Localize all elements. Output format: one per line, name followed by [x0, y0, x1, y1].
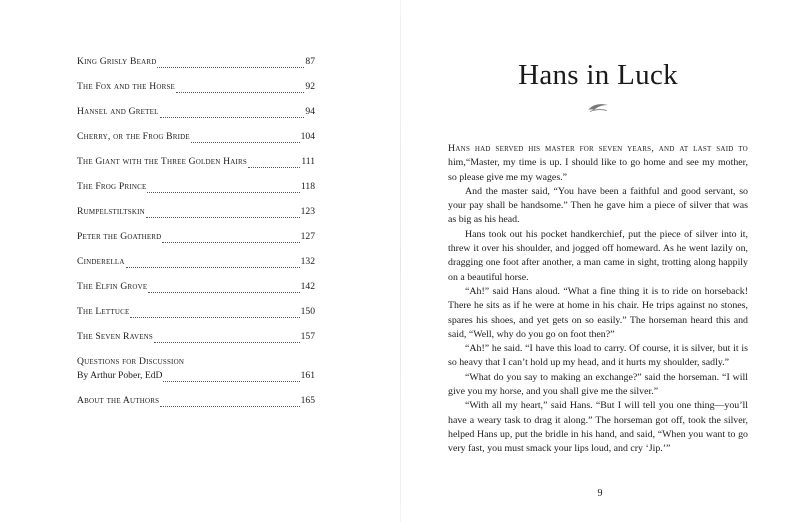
toc-entry-title: About the Authors — [77, 395, 160, 406]
toc-entry[interactable] — [77, 181, 315, 193]
chapter-body — [448, 142, 748, 457]
toc-entry-title: Questions for Discussion — [77, 356, 185, 367]
toc-leader-dots — [248, 159, 300, 168]
toc-entry-title: The Frog Prince — [77, 181, 147, 192]
toc-entry-page: 127 — [300, 231, 315, 242]
paragraph: “With all my heart,” said Hans. “But I will tell you one thing—you’ll have a weary task to drag it along.” The horseman got off, took the silver, helped Hans up, put the bridle in his hand, and said, “When you want to go very fast, you must smack your lips loud, and cry ‘Jip.’” — [448, 400, 748, 455]
toc-entry[interactable] — [77, 306, 315, 318]
toc-entry-page: 104 — [300, 131, 315, 142]
fleuron-icon — [587, 101, 609, 113]
toc-entry-subtitle: By Arthur Pober, EdD — [77, 370, 163, 381]
toc-entry[interactable] — [77, 156, 315, 168]
toc-entry[interactable] — [77, 56, 315, 68]
toc-leader-dots — [163, 373, 299, 382]
toc-entry-title: The Lettuce — [77, 306, 130, 317]
toc-entry[interactable] — [77, 356, 315, 382]
toc-entry[interactable] — [77, 231, 315, 243]
toc-entry-title: The Fox and the Horse — [77, 81, 176, 92]
toc-entry-title: Cherry, or the Frog Bride — [77, 131, 190, 142]
toc-entry-page: 165 — [300, 395, 315, 406]
toc-entry-title: The Seven Ravens — [77, 331, 154, 342]
toc-entry-title: Cinderella — [77, 256, 125, 267]
toc-entry[interactable] — [77, 206, 315, 218]
toc-leader-dots — [160, 109, 305, 118]
toc-entry-page: 161 — [300, 370, 315, 381]
toc-leader-dots — [157, 59, 304, 68]
toc-leader-dots — [146, 209, 300, 218]
table-of-contents — [77, 56, 315, 420]
toc-entry-page: 118 — [300, 181, 315, 192]
toc-entry-title: The Giant with the Three Golden Hairs — [77, 156, 247, 167]
toc-entry-title: Hansel and Gretel — [77, 106, 159, 117]
paragraph-text: him,“Master, my time is up. I should like to go home and see my mother, so please give me my wages.” — [448, 157, 748, 183]
paragraph — [448, 142, 748, 185]
toc-entry-page: 111 — [301, 156, 315, 167]
toc-leader-dots — [176, 84, 304, 93]
toc-entry[interactable] — [77, 395, 315, 407]
toc-entry-page: 157 — [300, 331, 315, 342]
paragraph: “Ah!” he said. “I have this load to carry. Of course, it is silver, but it is so heavy that I can’t hold up my head, and it hurts my shoulder, sadly.” — [448, 343, 748, 369]
toc-leader-dots — [162, 234, 299, 243]
toc-entry-page: 87 — [305, 56, 315, 67]
toc-entry-page: 123 — [300, 206, 315, 217]
toc-entry-page: 92 — [305, 81, 315, 92]
toc-leader-dots — [191, 134, 300, 143]
paragraph-lead-in: Hans had served his master for seven years, and at last said to — [448, 143, 748, 154]
toc-entry[interactable] — [77, 281, 315, 293]
toc-entry-page: 150 — [300, 306, 315, 317]
toc-entry-title: Rumpelstiltskin — [77, 206, 145, 217]
toc-entry-page: 132 — [300, 256, 315, 267]
toc-entry[interactable] — [77, 106, 315, 118]
toc-entry-page: 94 — [305, 106, 315, 117]
page-number: 9 — [597, 488, 603, 499]
page-gutter — [400, 0, 401, 522]
toc-leader-dots — [148, 284, 299, 293]
paragraph: Hans took out his pocket handkerchief, put the piece of silver into it, threw it over his shoulder, and jogged off homeward. As he went lazily on, dragging one foot after another, a man came in sight, trotting along happily on a beautiful horse. — [448, 228, 748, 283]
toc-entry-title: The Elfin Grove — [77, 281, 148, 292]
chapter-title: Hans in Luck — [518, 59, 678, 91]
toc-leader-dots — [147, 184, 300, 193]
toc-leader-dots — [126, 259, 300, 268]
paragraph: “Ah!” said Hans aloud. “What a fine thing it is to ride on horseback! There he sits as if he were at home in his chair. He trips against no stones, spares his shoes, and yet gets on so easily.” The horseman heard this and said, “Well, why do you go on foot then?” — [448, 285, 748, 340]
toc-entry[interactable] — [77, 131, 315, 143]
paragraph: “What do you say to making an exchange?” said the horseman. “I will give you my horse, and you shall give me the silver.” — [448, 371, 748, 398]
toc-entry-title: Peter the Goatherd — [77, 231, 162, 242]
toc-entry-page: 142 — [300, 281, 315, 292]
paragraph: And the master said, “You have been a faithful and good servant, so your pay shall be handsome.” Then he gave him a piece of silver that was as big as his head. — [448, 185, 748, 226]
toc-entry-title: King Grisly Beard — [77, 56, 157, 67]
toc-leader-dots — [130, 309, 299, 318]
toc-entry[interactable] — [77, 81, 315, 93]
toc-leader-dots — [154, 334, 300, 343]
toc-entry[interactable] — [77, 331, 315, 343]
toc-leader-dots — [160, 398, 299, 407]
toc-entry[interactable] — [77, 256, 315, 268]
